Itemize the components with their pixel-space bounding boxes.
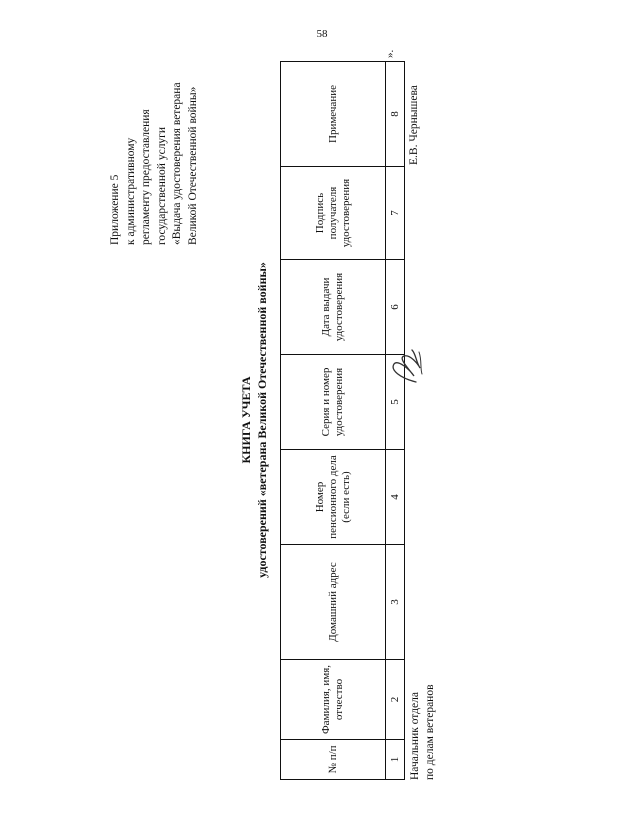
column-header-issue-date: Дата выдачи удостоверения [281,260,386,355]
ledger-table [280,61,405,780]
signer-name: Е.В. Чернышева [408,85,420,165]
title-main: КНИГА УЧЕТА [239,376,253,464]
handwritten-signature [386,344,428,390]
column-number: 7 [386,167,405,260]
title-subtitle: удостоверений «ветерана Великой Отечественной войны» [255,262,269,578]
column-header-full-name: Фамилия, имя, отчество [281,660,386,740]
appendix-line: Великой Отечественной войны» [186,86,199,245]
appendix-line: государственной услуги [155,126,168,245]
header-row [281,62,386,780]
appendix-note [108,45,201,245]
column-number: 2 [386,660,405,740]
appendix-line: регламенту предоставления [140,109,152,245]
column-header-number: № п/п [281,740,386,780]
signer-position-line: по делам ветеранов [424,684,436,780]
appendix-line: «Выдача удостоверения ветерана [171,82,183,245]
signer-position [408,684,438,780]
column-header-home-address: Домашний адрес [281,545,386,660]
appendix-line: Приложение 5 [109,174,121,245]
rotated-page-content [94,50,454,790]
column-header-certificate-series: Серия и номер удостоверения [281,355,386,450]
column-header-pension-file: Номер пенсионного дела (если есть) [281,450,386,545]
page-number: 58 [316,28,328,40]
appendix-line: к административному [124,137,137,245]
column-number: 5 [386,355,405,450]
signer-position-line: Начальник отдела [409,692,421,780]
column-number: 8 [386,62,405,167]
column-number: 4 [386,450,405,545]
column-header-note: Примечание [281,62,386,167]
column-number-row [386,62,405,780]
closing-quote: ». [384,49,396,58]
column-number: 3 [386,545,405,660]
document-title [238,50,270,790]
column-header-recipient-signature: Подпись получателя удостоверения [281,167,386,260]
column-number: 6 [386,260,405,355]
column-number: 1 [386,740,405,780]
